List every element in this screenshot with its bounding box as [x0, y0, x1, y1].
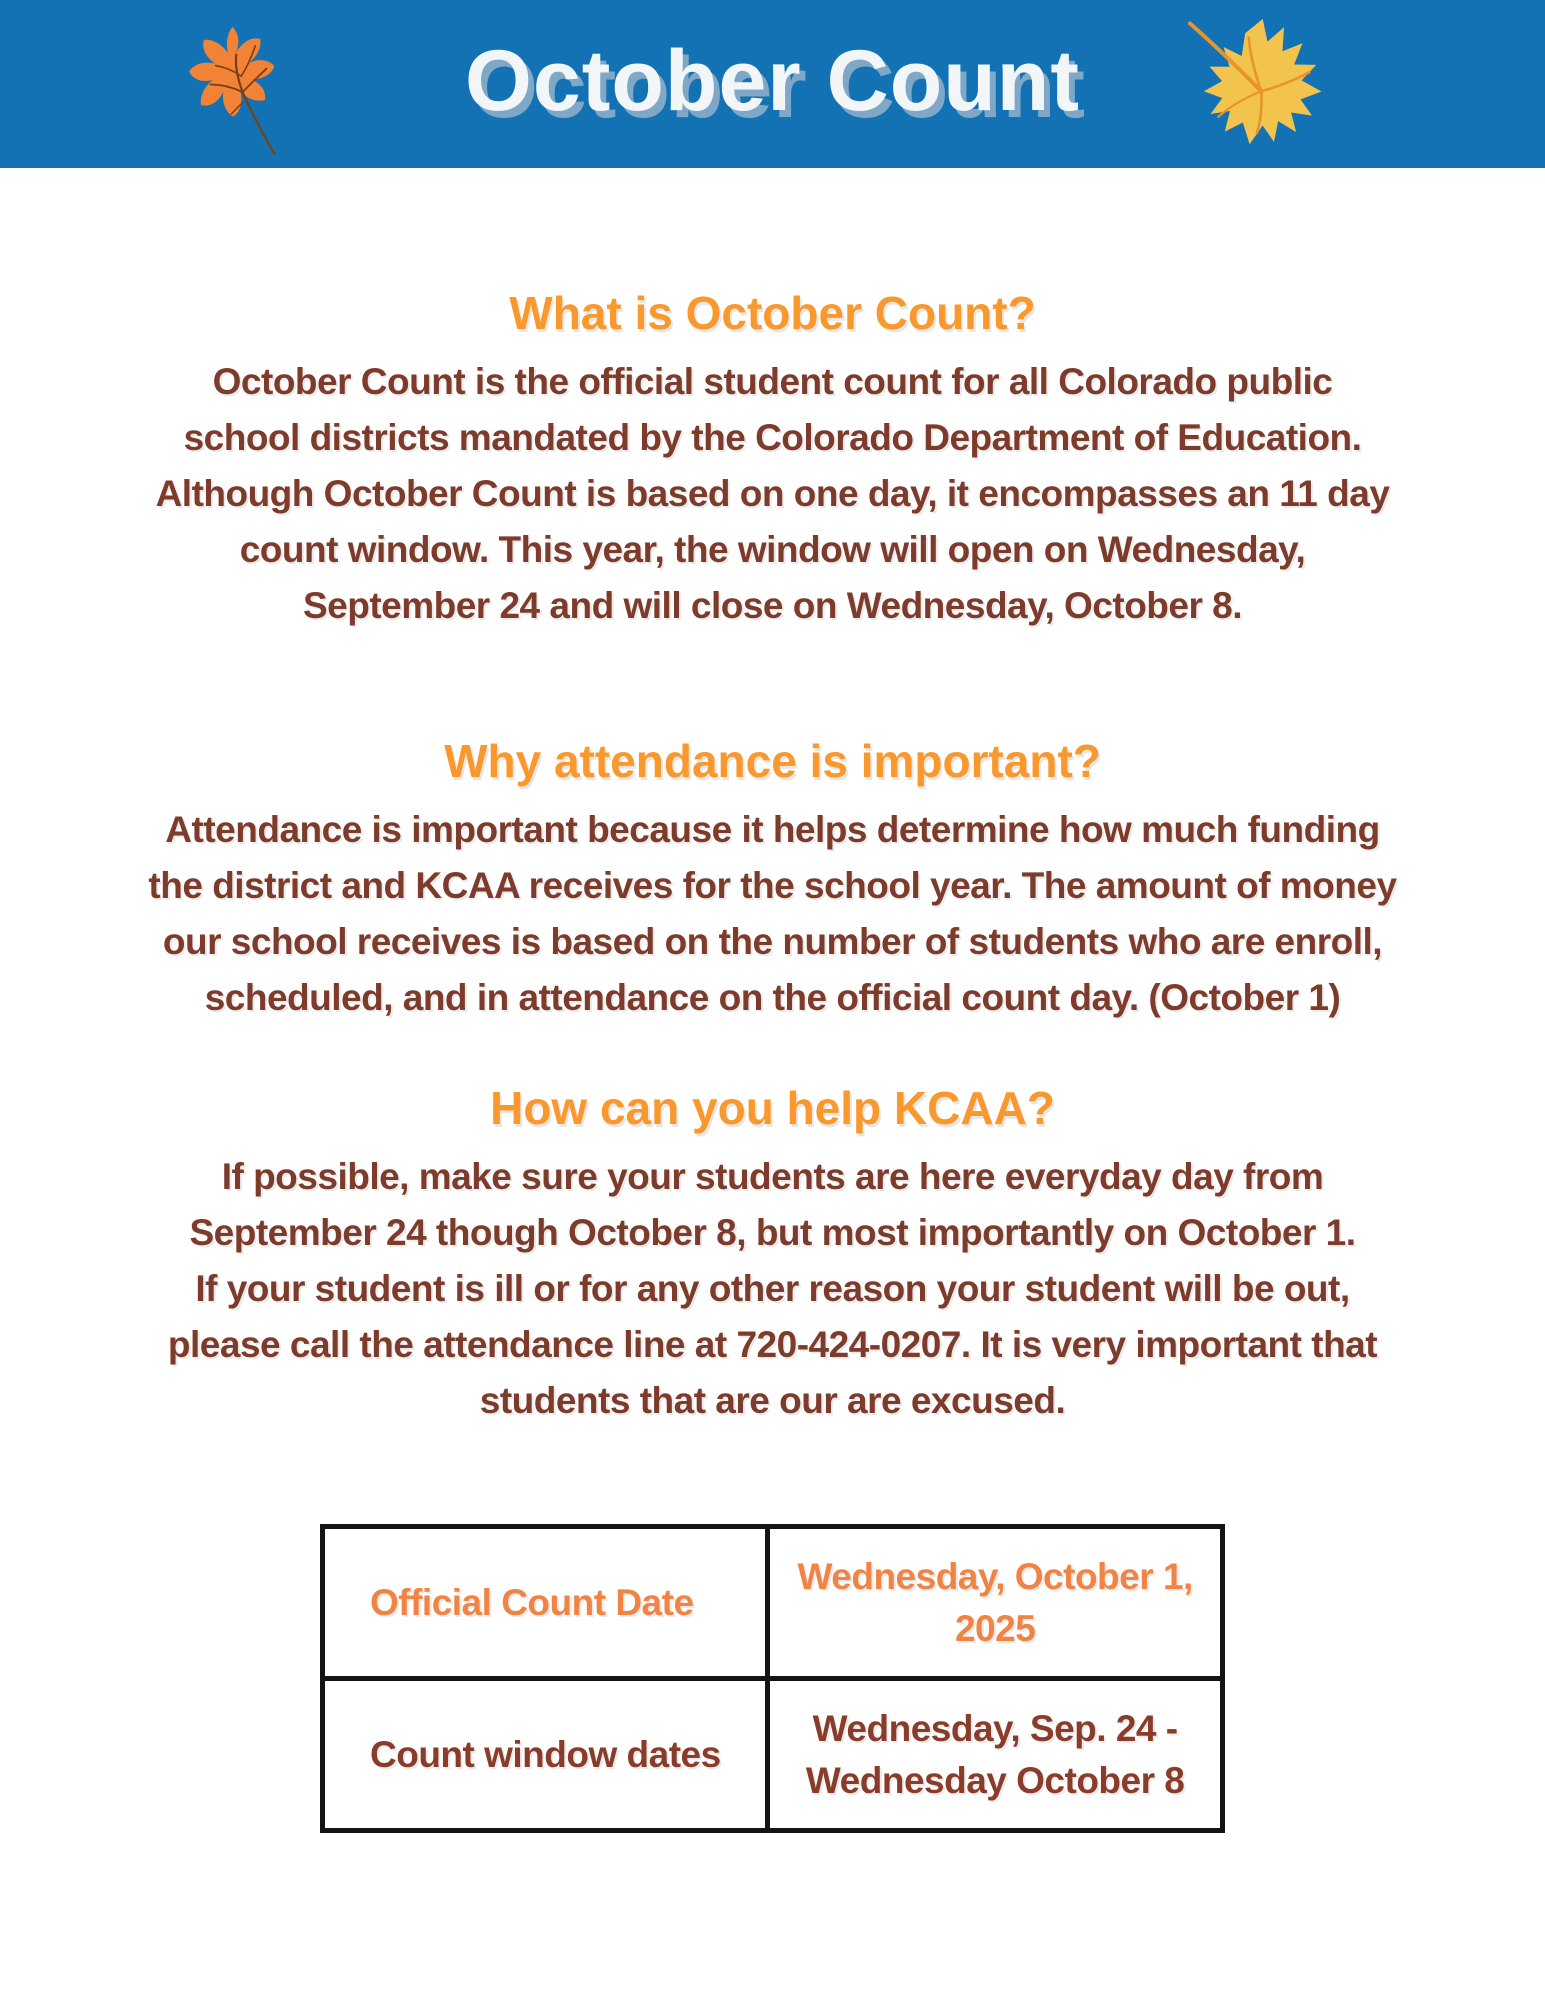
count-dates-table — [320, 1524, 1225, 1833]
value-line: Wednesday, Sep. 24 - — [812, 1707, 1178, 1749]
section-body — [0, 1149, 1545, 1429]
count-window-dates-value — [768, 1679, 1223, 1831]
body-line: September 24 and will close on Wednesday, October 8. — [302, 585, 1243, 626]
body-line: Although October Count is based on one day, it encompasses an 11 day — [155, 473, 1390, 514]
section-what-is-october-count — [0, 286, 1545, 634]
section-why-attendance-important — [0, 734, 1545, 1026]
yellow-leaf-icon — [1170, 8, 1330, 158]
body-line: students that are our are excused. — [479, 1380, 1066, 1421]
spacer — [0, 634, 1545, 734]
banner — [0, 0, 1545, 168]
value-line: Wednesday October 8 — [805, 1759, 1185, 1801]
value-line: Wednesday, October 1, — [797, 1555, 1193, 1597]
section-body — [0, 354, 1545, 634]
section-how-can-you-help — [0, 1081, 1545, 1429]
flyer-content — [0, 168, 1545, 1833]
body-line: the district and KCAA receives for the school year. The amount of money — [148, 865, 1397, 906]
official-count-date-label: Official Count Date — [323, 1527, 768, 1679]
section-heading: What is October Count? — [509, 287, 1036, 339]
body-line: scheduled, and in attendance on the official count day. (October 1) — [204, 977, 1341, 1018]
body-line: Attendance is important because it helps determine how much funding — [165, 809, 1380, 850]
section-heading: Why attendance is important? — [444, 735, 1101, 787]
body-line: September 24 though October 8, but most importantly on October 1. — [189, 1212, 1356, 1253]
body-line: please call the attendance line at 720-424-0207. It is very important that — [167, 1324, 1378, 1365]
body-line: school districts mandated by the Colorado Department of Education. — [183, 417, 1362, 458]
spacer — [0, 1026, 1545, 1081]
count-window-dates-label: Count window dates — [323, 1679, 768, 1831]
page-title: October Count — [465, 33, 1080, 129]
spacer — [0, 1429, 1545, 1524]
table-row-official-count-date — [323, 1527, 1223, 1679]
body-line: count window. This year, the window will open on Wednesday, — [239, 529, 1306, 570]
table-row-count-window-dates — [323, 1679, 1223, 1831]
value-line: 2025 — [954, 1607, 1036, 1649]
body-line: our school receives is based on the number of students who are enroll, — [162, 921, 1383, 962]
section-body — [0, 802, 1545, 1026]
body-line: If possible, make sure your students are here everyday day from — [221, 1156, 1324, 1197]
section-heading: How can you help KCAA? — [490, 1082, 1055, 1134]
body-line: October Count is the official student count for all Colorado public — [212, 361, 1333, 402]
official-count-date-value — [768, 1527, 1223, 1679]
body-line: If your student is ill or for any other reason your student will be out, — [195, 1268, 1350, 1309]
